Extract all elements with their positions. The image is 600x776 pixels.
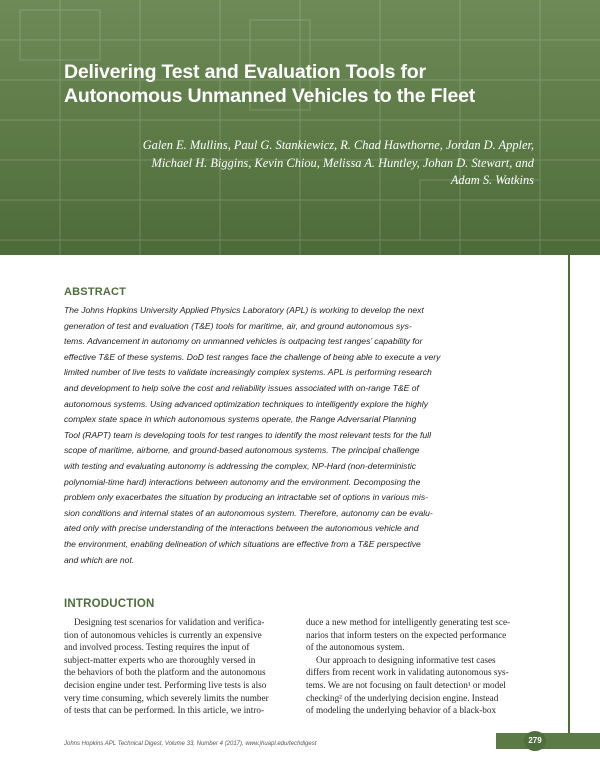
abstract-line: complex state space in which autonomous systems operate, the Range Adversarial Planning [64,414,417,425]
author-line: Michael H. Biggins, Kevin Chiou, Melissa A. Huntley, Johan D. Stewart, and [151,155,534,170]
title-line: Delivering Test and Evaluation Tools for [64,61,426,83]
abstract-line: Tool (RAPT) team is developing tools for test ranges to identify the most relevant tests for the full [64,429,432,440]
abstract-line: and development to help solve the cost and reliability issues associated with on-range T&E of [64,382,419,393]
author-line: Galen E. Mullins, Paul G. Stankiewicz, R. Chad Hawthorne, Jordan D. Appler, [142,138,534,152]
page-number: 279 [524,731,546,751]
footer-citation: Johns Hopkins APL Technical Digest, Volume 33, Number 4 (2017), www.jhuapl.edu/techdigest [64,741,317,747]
abstract-line: with testing and evaluating autonomy is addressing the complex, NP-Hard (non-deterministic [64,460,417,471]
body-line: Our approach to designing informative test cases [316,654,496,665]
abstract-text [64,303,536,568]
abstract-line: limited number of live tests to validate increasingly complex systems. APL is performing research [64,367,432,378]
abstract-line: The Johns Hopkins University Applied Physics Laboratory (APL) is working to develop the next [64,305,424,315]
body-line: the behaviors of both the platform and the autonomous [64,667,266,678]
body-line: tion of autonomous vehicles is currently an expensive [64,629,262,640]
introduction-right-column [306,616,536,717]
abstract-line: scope of maritime, airborne, and ground-based autonomous systems. The principal challenge [64,445,420,456]
abstract-line: generation of test and evaluation (T&E) tools for maritime, air, and ground autonomous sys- [64,320,412,331]
abstract-line: and which are not. [64,554,135,565]
abstract-line: ated only with precise understanding of the interactions between the autonomous vehicle and [64,523,419,534]
footer-bar [496,733,600,749]
body-line: of the autonomous system. [306,642,405,653]
margin-rule [568,255,570,735]
author-line: Adam S. Watkins [450,173,534,187]
body-line: duce a new method for intelligently generating test sce- [306,617,511,627]
body-line: of modeling the underlying behavior of a black-box [306,705,497,716]
introduction-heading: INTRODUCTION [64,598,155,610]
header-texture [0,0,600,255]
body-line: subject-matter experts who are thoroughly versed in [64,654,256,665]
author-list [64,137,534,190]
body-line: Designing test scenarios for validation and verifica- [74,617,265,627]
abstract-line: sion conditions and internal states of an autonomous system. Therefore, autonomy can be evalu- [64,507,433,518]
abstract-line: effective T&E of these systems. DoD test ranges face the challenge of being able to execute a very [64,351,441,362]
body-line: very time consuming, which severely limits the number [64,692,269,703]
body-line: tems. We are not focusing on fault detection¹ or model [306,679,506,690]
title-line: Autonomous Unmanned Vehicles to the Fleet [64,85,476,107]
abstract-line: the environment, enabling delineation of which situations are effective from a T&E perspective [64,538,421,549]
body-line: and involved process. Testing requires the input of [64,642,250,653]
body-line: narios that inform testers on the expected performance [306,629,507,640]
body-line: differs from recent work in validating autonomous sys- [306,667,509,678]
body-line: of tests that can be performed. In this article, we intro- [64,705,265,716]
body-line: checking² of the underlying decision engine. Instead [306,692,499,703]
abstract-line: problem only exacerbates the situation by producing an intractable set of options in various mis- [64,492,429,503]
abstract-line: polynomial-time hard) interactions between autonomy and the environment. Decomposing the [64,476,421,487]
body-line: decision engine under test. Performing live tests is also [64,679,267,690]
article-title [64,60,534,108]
introduction-left-column [64,616,294,717]
header-band [0,0,600,255]
abstract-line: tems. Advancement in autonomy on unmanned vehicles is outpacing test ranges’ capability for [64,336,423,347]
abstract-line: autonomous systems. Using advanced optimization techniques to intelligently explore the highly [64,398,429,409]
abstract-heading: ABSTRACT [64,286,127,298]
